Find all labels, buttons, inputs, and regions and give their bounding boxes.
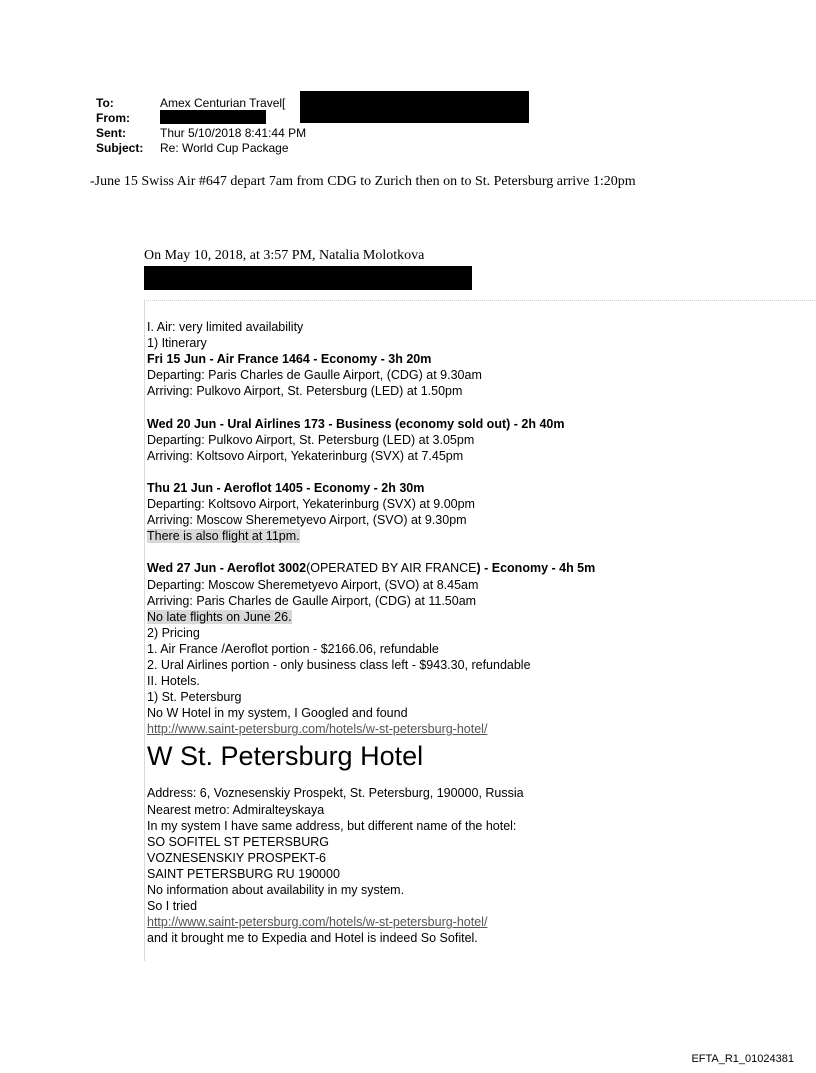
system-line-1: SO SOFITEL ST PETERSBURG: [147, 834, 329, 849]
itinerary-label: 1) Itinerary: [147, 336, 207, 351]
flight-4-arrive: Arriving: Paris Charles de Gaulle Airport, (CDG) at 11.50am: [147, 593, 477, 608]
flight-3-title: Thu 21 Jun - Aeroflot 1405 - Economy - 2h 30m: [147, 480, 425, 495]
subject-value: Re: World Cup Package: [160, 141, 289, 155]
hotel-tried: So I tried: [147, 899, 198, 914]
flight-3-arrive: Arriving: Moscow Sheremetyevo Airport, (SVO) at 9.30pm: [147, 513, 467, 528]
flight-1-depart: Departing: Paris Charles de Gaulle Airport, (CDG) at 9.30am: [147, 368, 482, 383]
flight-4-title: [147, 560, 807, 576]
to-value: Amex Centurian Travel[: [160, 96, 286, 110]
pricing-item-1: 1. Air France /Aeroflot portion - $2166.06, refundable: [147, 641, 439, 656]
sent-value: Thur 5/10/2018 8:41:44 PM: [160, 126, 307, 140]
hotels-search-note: No W Hotel in my system, I Googled and found: [147, 706, 408, 721]
flight-4-title-part2: (OPERATED BY AIR FRANCE: [306, 561, 477, 576]
air-heading: I. Air: very limited availability: [147, 320, 304, 334]
hotel-result: and it brought me to Expedia and Hotel is indeed So Sofitel.: [147, 931, 478, 946]
hotel-availability: No information about availability in my system.: [147, 883, 405, 897]
hotel-link-1[interactable]: http://www.saint-petersburg.com/hotels/w-st-petersburg-hotel/: [147, 722, 488, 737]
redaction-from: [160, 110, 266, 124]
spacer: [147, 464, 807, 480]
flight-1-arrive: Arriving: Pulkovo Airport, St. Petersburg (LED) at 1.50pm: [147, 384, 463, 399]
pricing-item-2: 2. Ural Airlines portion - only business class left - $943.30, refundable: [147, 657, 531, 672]
redaction-to: [300, 91, 529, 123]
system-line-3: SAINT PETERSBURG RU 190000: [147, 866, 340, 881]
to-label: To:: [96, 96, 114, 110]
redaction-sender-email: [144, 266, 472, 290]
spacer: [147, 399, 807, 415]
hotel-address: Address: 6, Voznesenskiy Prospekt, St. Petersburg, 190000, Russia: [147, 786, 524, 801]
flight-1-title: Fri 15 Jun - Air France 1464 - Economy - 3h 20m: [147, 352, 432, 367]
hotel-metro: Nearest metro: Admiralteyskaya: [147, 802, 325, 817]
reply-line: -June 15 Swiss Air #647 depart 7am from CDG to Zurich then on to St. Petersburg arrive 1:20pm: [90, 174, 636, 189]
hotels-city: 1) St. Petersburg: [147, 690, 242, 705]
pricing-label: 2) Pricing: [147, 625, 200, 640]
sent-label: Sent:: [96, 126, 126, 140]
system-line-2: VOZNESENSKIY PROSPEKT-6: [147, 850, 326, 865]
quoted-message-body: [147, 319, 807, 946]
flight-4-title-part1: Wed 27 Jun - Aeroflot 3002: [147, 561, 307, 576]
hotel-title: W St. Petersburg Hotel: [147, 741, 424, 772]
from-label: From:: [96, 111, 130, 125]
hotel-system-note: In my system I have same address, but different name of the hotel:: [147, 818, 517, 833]
flight-2-title: Wed 20 Jun - Ural Airlines 173 - Business (economy sold out) - 2h 40m: [147, 416, 565, 431]
quoted-intro: On May 10, 2018, at 3:57 PM, Natalia Molotkova: [144, 248, 425, 263]
flight-3-note: There is also flight at 11pm.: [147, 529, 300, 544]
subject-label: Subject:: [96, 141, 144, 155]
hotel-link-2[interactable]: http://www.saint-petersburg.com/hotels/w-st-petersburg-hotel/: [147, 915, 488, 930]
document-id: EFTA_R1_01024381: [691, 1053, 794, 1065]
flight-2-arrive: Arriving: Koltsovo Airport, Yekaterinburg (SVX) at 7.45pm: [147, 448, 464, 463]
hotels-heading: II. Hotels.: [147, 674, 200, 689]
flight-4-note: No late flights on June 26.: [147, 609, 292, 624]
spacer: [147, 544, 807, 560]
flight-4-depart: Departing: Moscow Sheremetyevo Airport, (SVO) at 8.45am: [147, 577, 479, 592]
flight-4-title-part3: ) - Economy - 4h 5m: [476, 561, 596, 576]
flight-2-depart: Departing: Pulkovo Airport, St. Petersburg (LED) at 3.05pm: [147, 432, 475, 447]
flight-3-depart: Departing: Koltsovo Airport, Yekaterinburg (SVX) at 9.00pm: [147, 497, 475, 512]
